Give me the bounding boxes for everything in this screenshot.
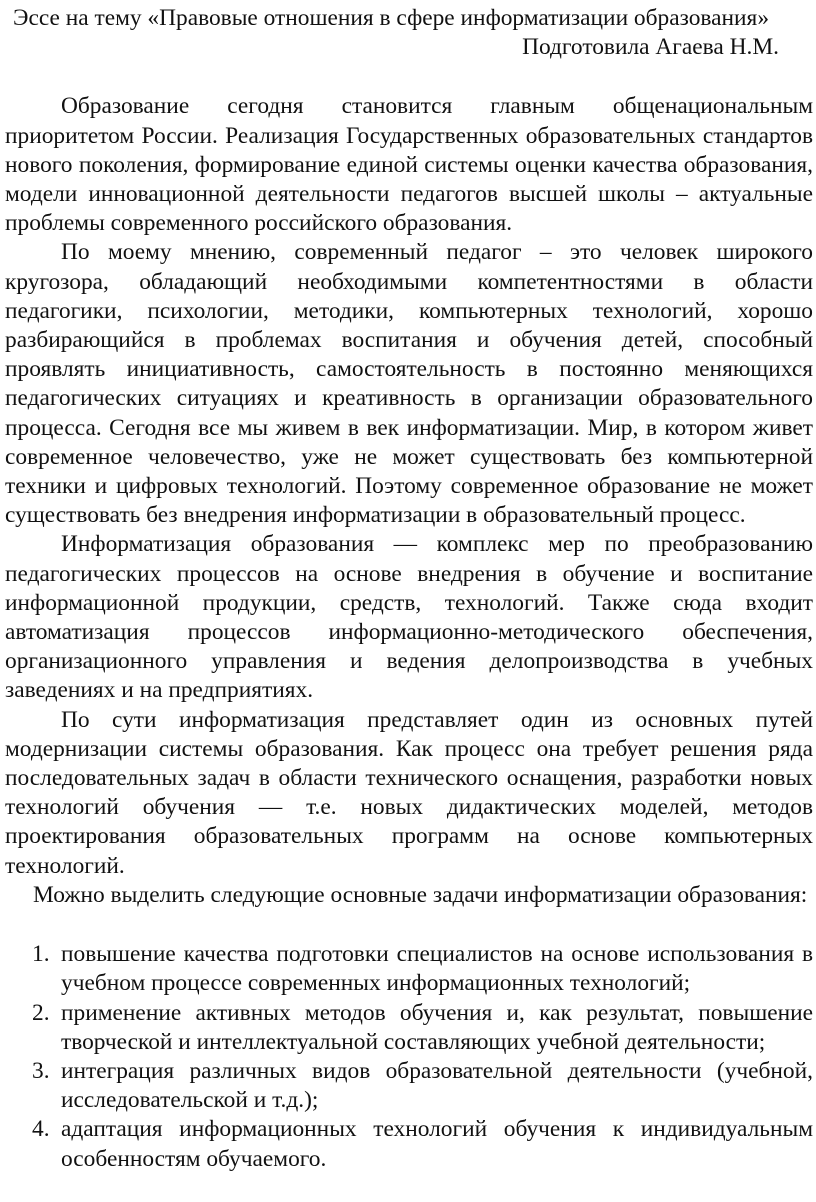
list-item — [5, 1115, 813, 1173]
paragraph: По сути информатизация представляет один из основных путей модернизации системы образования. Как процесс она требует решения ряда последовательных задач в области технического оснащения, разработки новых технологий обучения — т.е. новых дидактических моделей, методов проектирования образовательных программ на основе компьютерных технологий. — [5, 706, 813, 879]
list-item-number: 3. — [32, 1057, 50, 1084]
spacer — [5, 62, 813, 92]
list-item — [5, 1057, 813, 1115]
author-line: Подготовила Агаева Н.М. — [522, 34, 779, 61]
essay-title: Эссе на тему «Правовые отношения в сфере информатизации образования» — [13, 5, 770, 31]
paragraph: Информатизация образования — комплекс мер по преобразованию педагогических процессов на основе внедрения в обучение и воспитание информационной продукции, средств, технологий. Также сюда входит автоматизация процессов информационно-методического обеспечения, организационного управления и ведения делопроизводства в учебных заведениях и на предприятиях. — [5, 531, 813, 704]
list-item-number: 1. — [32, 941, 50, 968]
list-item — [5, 940, 813, 998]
document-page — [5, 4, 813, 1174]
paragraph: По моему мнению, современный педагог – это человек широкого кругозора, обладающий необходимыми компетентностями в области педагогики, психологии, методики, компьютерных технологий, хорошо разбирающийся в проблемах воспитания и обучения детей, способный проявлять инициативность, самостоятельность в постоянно меняющихся педагогических ситуациях и креативность в организации образовательного процесса. Сегодня все мы живем в век информатизации. Мир, в котором живет современное человечество, уже не может существовать без компьютерной техники и цифровых технологий. Поэтому современное образование не может существовать без внедрения информатизации в образовательный процесс. — [5, 239, 813, 529]
list-item — [5, 999, 813, 1057]
list-item-number: 4. — [32, 1116, 50, 1143]
list-intro-paragraph: Можно выделить следующие основные задачи информатизации образования: — [33, 881, 808, 908]
list-item-text: повышение качества подготовки специалистов на основе использования в учебном процессе современных информационных технологий; — [61, 941, 813, 997]
list-item-number: 2. — [32, 999, 50, 1026]
paragraph: Образование сегодня становится главным общенациональным приоритетом России. Реализация Государственных образовательных стандартов нового поколения, формирование единой системы оценки качества образования, модели инновационной деятельности педагогов высшей школы – актуальные проблемы современного российского образования. — [5, 93, 813, 237]
list-item-text: интеграция различных видов образовательной деятельности (учебной, исследовательской и т.д.); — [61, 1057, 813, 1114]
list-item-text: применение активных методов обучения и, как результат, повышение творческой и интеллектуальной составляющих учебной деятельности; — [61, 999, 813, 1055]
list-item-text: адаптация информационных технологий обучения к индивидуальным особенностям обучаемого. — [61, 1116, 813, 1172]
tasks-list — [5, 940, 813, 1174]
